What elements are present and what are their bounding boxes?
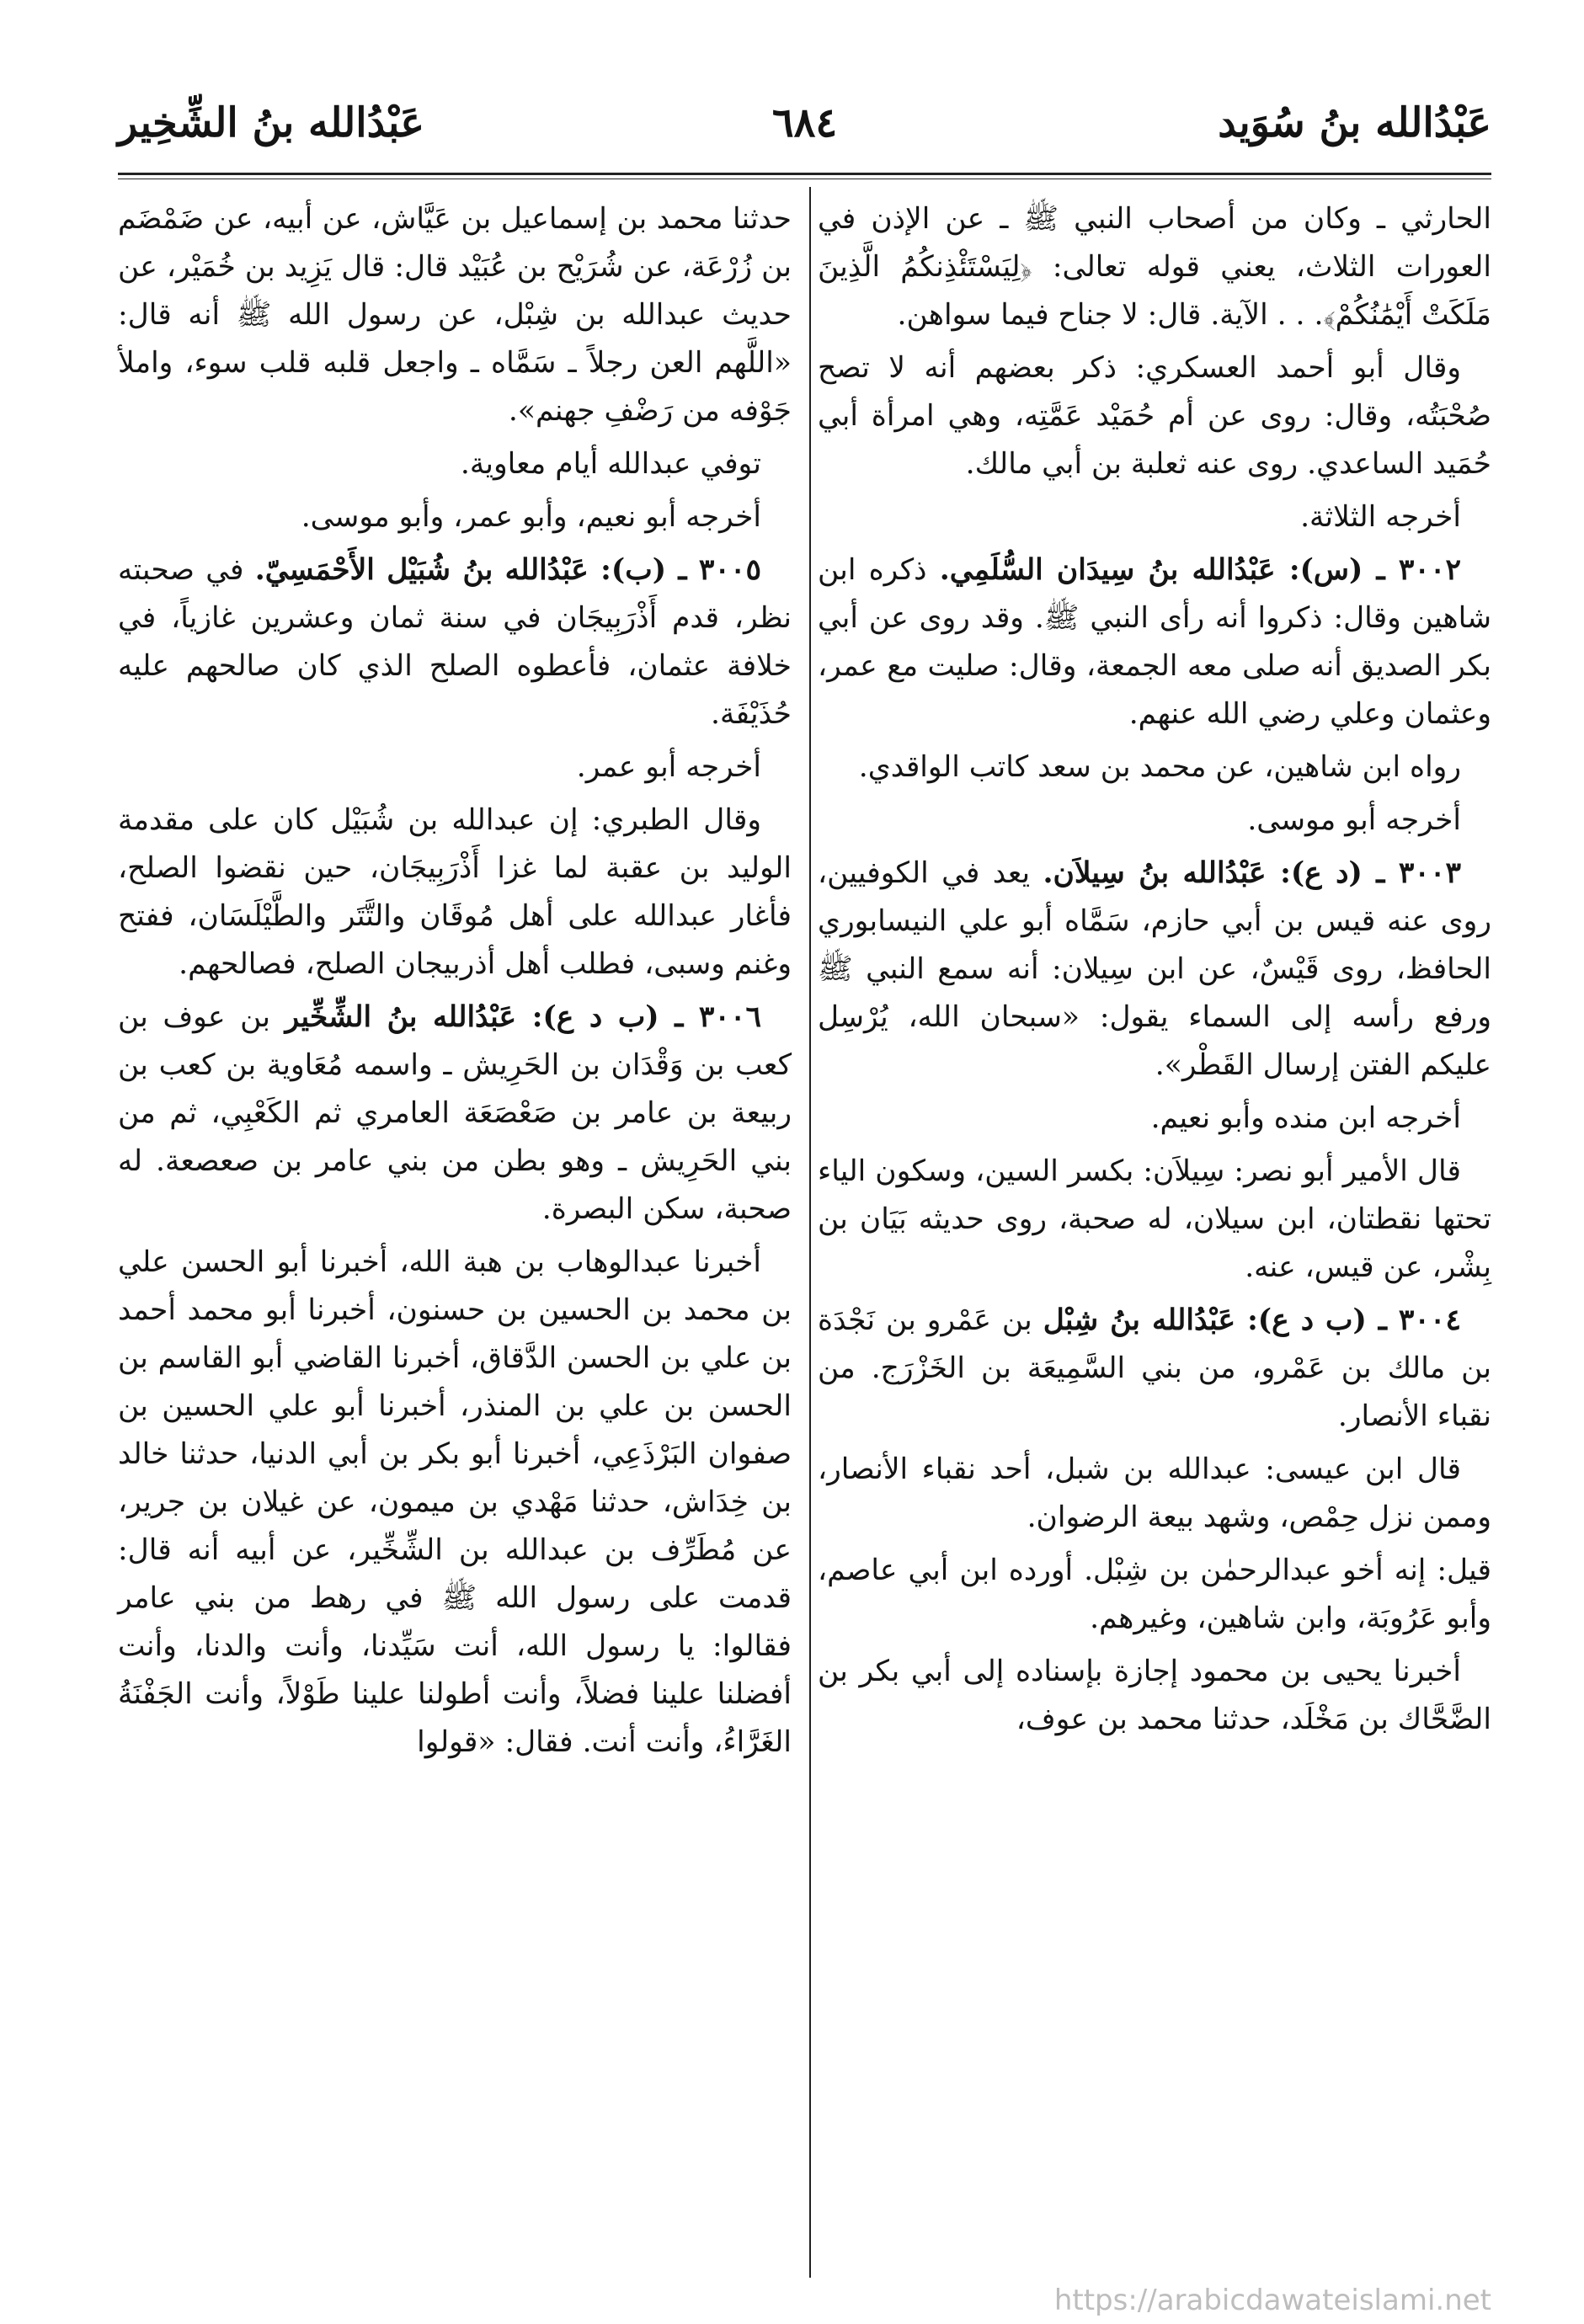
paragraph: أخرجه ابن منده وأبو نعيم. [1150,1101,1461,1135]
paragraph: قيل: إنه أخو عبدالرحمٰن بن شِبْل. أورده ابن أبي عاصم، وأبو عَرُوبَة، وابن شاهين، وغيرهم. [818,1554,1491,1635]
entry-paragraph: ٣٠٠٢ ـ (س): عَبْدُالله بنُ سِيدَان السُّلَمِي. ذكره ابن شاهين وقال: ذكروا أنه رأى النبي ﷺ. وقد روى عن أبي بكر الصديق أنه صلى معه الجمعة، وقال: صليت مع عمر، وعثمان وعلي رضي الله عنهم. [818,553,1491,731]
column-divider [809,187,811,2278]
paragraph: أخبرنا يحيى بن محمود إجازة بإسناده إلى أبي بكر بن الضَّحَّاك بن مَخْلَد، حدثنا محمد بن عوف، [818,1655,1491,1736]
watermark-url: https://arabicdawateislami.net [1053,2284,1491,2317]
text-column-left [118,195,792,1772]
entry-paragraph: ٣٠٠٦ ـ (ب د ع): عَبْدُالله بنُ الشِّخِّير بن عوف بن كعب بن وَقْدَان بن الحَرِيش ـ واسمه مُعَاوية بن كعب بن ربيعة بن عامر بن صَعْصَعَة العامري ثم الكَعْبِي، ثم من بني الحَرِيش ـ وهو بطن من بني عامر بن صعصعة. له صحبة، سكن البصرة. [118,1000,792,1226]
entry-heading: ٣٠٠٤ ـ (ب د ع): عَبْدُالله بنُ شِبْل [1043,1303,1461,1337]
entry-paragraph: ٣٠٠٤ ـ (ب د ع): عَبْدُالله بنُ شِبْل بن عَمْرو بن نَجْدَة بن مالك بن عَمْرو، من بني السَّمِيعَة بن الخَزْرَج. من نقباء الأنصار. [818,1303,1491,1433]
paragraph: أخرجه أبو موسى. [1247,803,1461,837]
entry-heading: ٣٠٠٣ ـ (د ع): عَبْدُالله بنُ سِيلاَن. [1043,856,1461,890]
paragraph: أخرجه أبو نعيم، وأبو عمر، وأبو موسى. [301,500,761,534]
page-number: ٦٨٤ [771,99,838,147]
entry-paragraph: ٣٠٠٥ ـ (ب): عَبْدُالله بنُ شُبَيْل الأَحْمَسِيّ. في صحبته نظر، قدم أَذْرَبِيجَان في سنة ثمان وعشرين غازياً، في خلافة عثمان، فأعطوه الصلح الذي كان صالحهم عليه حُذَيْفَة. [118,553,792,731]
text-column-right [818,195,1491,1749]
running-title-left: عَبْدُالله بنُ الشِّخِير [118,99,424,147]
entry-heading: ٣٠٠٥ ـ (ب): عَبْدُالله بنُ شُبَيْل الأَحْمَسِيّ. [254,553,761,587]
running-title-right: عَبْدُالله بنُ سُوَيد [1218,99,1491,147]
entry-heading: ٣٠٠٦ ـ (ب د ع): عَبْدُالله بنُ الشِّخِّير [285,1000,761,1034]
paragraph: أخرجه الثلاثة. [1300,500,1461,534]
paragraph: وقال أبو أحمد العسكري: ذكر بعضهم أنه لا تصح صُحْبَتُه، وقال: روى عن أم حُمَيْد عَمَّتِه، وهي امرأة أبي حُمَيد الساعدي. روى عنه ثعلبة بن أبي مالك. [818,351,1491,481]
page-header [118,99,1491,167]
paragraph: قال الأمير أبو نصر: سِيلاَن: بكسر السين، وسكون الياء تحتها نقطتان، ابن سيلان، له صحبة، روى حديثه بَيَان بن بِشْر، عن قيس، عنه. [818,1154,1491,1284]
paragraph: أخرجه أبو عمر. [576,750,761,784]
paragraph: الحارثي ـ وكان من أصحاب النبي ﷺ ـ عن الإذن في العورات الثلاث، يعني قوله تعالى: ﴿لِيَسْتَئْذِنكُمُ الَّذِينَ مَلَكَتْ أَيْمَٰنُكُمْ﴾. . . الآية. قال: لا جناح فيما سواهن. [818,202,1491,332]
paragraph: أخبرنا عبدالوهاب بن هبة الله، أخبرنا أبو الحسن علي بن محمد بن الحسين بن حسنون، أخبرنا أبو محمد أحمد بن علي بن الحسن الدَّقاق، أخبرنا القاضي أبو القاسم بن الحسن بن علي بن المنذر، أخبرنا أبو علي الحسين بن صفوان البَرْذَعِي، أخبرنا أبو بكر بن أبي الدنيا، حدثنا خالد بن خِدَاش، حدثنا مَهْدي بن ميمون، عن غيلان بن جرير، عن مُطَرِّف بن عبدالله بن الشِّخِّير، عن أبيه أنه قال: قدمت على رسول الله ﷺ في رهط من بني عامر فقالوا: يا رسول الله، أنت سَيِّدنا، وأنت والدنا، وأنت أفضلنا علينا فضلاً، وأنت أطولنا علينا طَوْلاً، وأنت الجَفْنَةُ الغَرَّاءُ، وأنت أنت. فقال: «قولوا [118,1245,792,1759]
paragraph: حدثنا محمد بن إسماعيل بن عَيَّاش، عن أبيه، عن ضَمْضَم بن زُرْعَة، عن شُرَيْح بن عُبَيْد قال: قال يَزِيد بن خُمَيْر، عن حديث عبدالله بن شِبْل، عن رسول الله ﷺ أنه قال: «اللَّهم العن رجلاً ـ سَمَّاه ـ واجعل قلبه قلب سوء، واملأ جَوْفه من رَضْفِ جهنم». [118,202,792,428]
paragraph: توفي عبدالله أيام معاوية. [460,447,761,481]
entry-paragraph: ٣٠٠٣ ـ (د ع): عَبْدُالله بنُ سِيلاَن. يعد في الكوفيين، روى عنه قيس بن أبي حازم، سَمَّاه أبو علي النيسابوري الحافظ، روى قَيْسٌ، عن ابن سِيلان: أنه سمع النبي ﷺ ورفع رأسه إلى السماء يقول: «سبحان الله، يُرْسِل عليكم الفتن إرسال القَطْر». [818,856,1491,1082]
paragraph: وقال الطبري: إن عبدالله بن شُبَيْل كان على مقدمة الوليد بن عقبة لما غزا أَذْرَبِيجَان، حين نقضوا الصلح، فأغار عبدالله على أهل مُوقَان والتَّتَر والطَّيْلَسَان، ففتح وغنم وسبى، فطلب أهل أذربيجان الصلح، فصالحهم. [118,803,792,981]
header-rule [118,173,1491,175]
paragraph: رواه ابن شاهين، عن محمد بن سعد كاتب الواقدي. [858,750,1461,784]
entry-heading: ٣٠٠٢ ـ (س): عَبْدُالله بنُ سِيدَان السُّلَمِي. [939,553,1461,587]
paragraph: قال ابن عيسى: عبدالله بن شبل، أحد نقباء الأنصار، وممن نزل حِمْص، وشهد بيعة الرضوان. [818,1452,1491,1534]
